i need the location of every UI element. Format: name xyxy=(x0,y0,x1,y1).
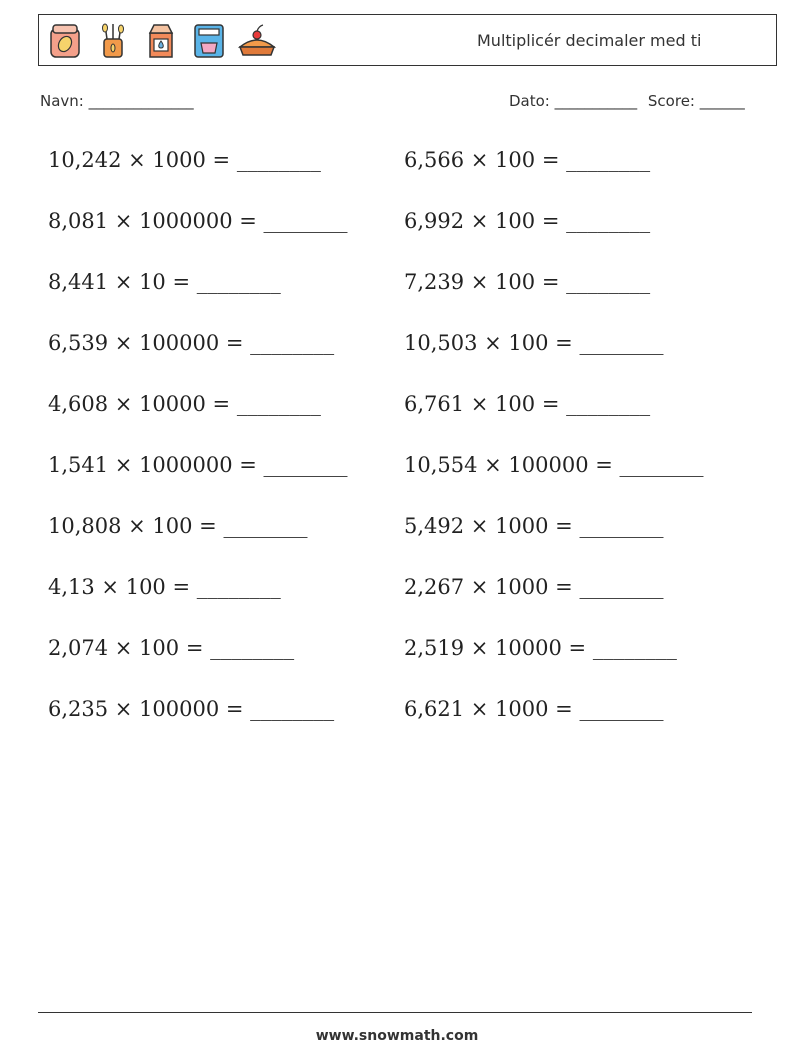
problem-right-3: 7,239 × 100 = ________ xyxy=(404,270,651,294)
problem-right-1: 6,566 × 100 = ________ xyxy=(404,148,651,172)
problem-left-3: 8,441 × 10 = ________ xyxy=(48,270,281,294)
problem-left-1: 10,242 × 1000 = ________ xyxy=(48,148,321,172)
problem-right-10: 6,621 × 1000 = ________ xyxy=(404,697,664,721)
problem-left-5: 4,608 × 10000 = ________ xyxy=(48,392,321,416)
problem-right-5: 6,761 × 100 = ________ xyxy=(404,392,651,416)
milk-carton-icon xyxy=(141,21,181,61)
problem-right-7: 5,492 × 1000 = ________ xyxy=(404,514,664,538)
wheat-icon xyxy=(93,21,133,61)
score-field: Score: ______ xyxy=(647,92,745,110)
problem-right-4: 10,503 × 100 = ________ xyxy=(404,331,664,355)
cherry-pie-icon xyxy=(237,21,277,61)
problem-right-9: 2,519 × 10000 = ________ xyxy=(404,636,677,660)
problem-left-7: 10,808 × 100 = ________ xyxy=(48,514,308,538)
coffee-machine-icon xyxy=(189,21,229,61)
name-field: Navn: ______________ xyxy=(40,92,194,110)
problem-right-2: 6,992 × 100 = ________ xyxy=(404,209,651,233)
worksheet-header xyxy=(38,14,777,66)
date-field: Dato: ___________ xyxy=(509,92,638,110)
problem-left-10: 6,235 × 100000 = ________ xyxy=(48,697,335,721)
header-icons xyxy=(45,21,277,61)
problem-left-4: 6,539 × 100000 = ________ xyxy=(48,331,335,355)
date-score-fields xyxy=(509,92,751,110)
problem-left-8: 4,13 × 100 = ________ xyxy=(48,575,281,599)
flour-bag-icon xyxy=(45,21,85,61)
problem-left-6: 1,541 × 1000000 = ________ xyxy=(48,453,348,477)
footer-divider xyxy=(38,1012,752,1013)
footer-url: www.snowmath.com xyxy=(315,1028,479,1044)
problem-left-2: 8,081 × 1000000 = ________ xyxy=(48,209,348,233)
problem-right-6: 10,554 × 100000 = ________ xyxy=(404,453,704,477)
worksheet-title: Multiplicér decimaler med ti xyxy=(477,31,702,50)
problem-left-9: 2,074 × 100 = ________ xyxy=(48,636,295,660)
problem-right-8: 2,267 × 1000 = ________ xyxy=(404,575,664,599)
